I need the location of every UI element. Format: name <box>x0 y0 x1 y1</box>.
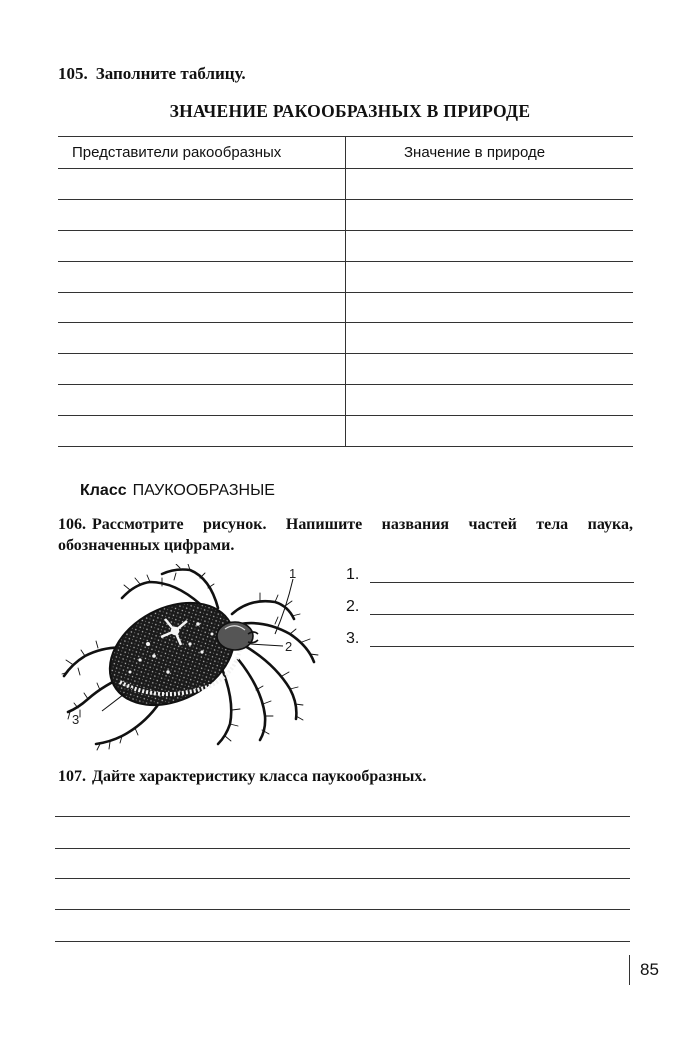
table-row[interactable] <box>58 199 633 200</box>
answer-field-2[interactable] <box>346 598 634 630</box>
answer-number: 2. <box>346 598 360 615</box>
task-106-text <box>58 514 633 556</box>
task-number: 106. <box>58 516 86 533</box>
spider-illustration <box>50 564 334 751</box>
figure-label-2: 2 <box>285 639 293 654</box>
task-number: 107. <box>58 768 86 785</box>
answer-field-3[interactable] <box>346 630 634 662</box>
writing-line[interactable] <box>55 878 630 879</box>
answer-blank[interactable] <box>370 614 634 615</box>
table-row[interactable] <box>58 230 633 231</box>
table-row[interactable] <box>58 353 633 354</box>
writing-line[interactable] <box>55 848 630 849</box>
answer-number: 1. <box>346 566 360 583</box>
table-row[interactable] <box>58 384 633 385</box>
answer-blank[interactable] <box>370 582 634 583</box>
task-107-text <box>58 768 426 786</box>
table-row[interactable] <box>58 446 633 447</box>
section-title <box>80 482 275 500</box>
table-header-divider <box>58 168 633 169</box>
section-prefix: Класс <box>80 482 127 499</box>
table-title: ЗНАЧЕНИЕ РАКООБРАЗНЫХ В ПРИРОДЕ <box>169 101 531 121</box>
table-row[interactable] <box>58 415 633 416</box>
answer-blank[interactable] <box>370 646 634 647</box>
page-number: 85 <box>629 955 669 985</box>
task-number: 105. <box>58 64 88 83</box>
task-instruction: Рассмотрите рисунок. Напишите названия частей тела паука, обозначенных цифрами. <box>58 516 633 554</box>
column-header-significance: Значение в природе <box>404 144 546 161</box>
answer-list <box>346 566 634 662</box>
task-105-title <box>58 64 246 84</box>
answer-number: 3. <box>346 630 360 647</box>
task-instruction: Дайте характеристику класса паукообразных. <box>92 768 427 785</box>
column-header-representatives: Представители ракообразных <box>72 144 282 161</box>
task-instruction: Заполните таблицу. <box>95 64 246 83</box>
figure-label-1: 1 <box>289 566 297 581</box>
writing-line[interactable] <box>55 909 630 910</box>
figure-label-3: 3 <box>72 712 80 727</box>
answer-field-1[interactable] <box>346 566 634 598</box>
section-name: ПАУКООБРАЗНЫЕ <box>132 482 275 499</box>
table-row[interactable] <box>58 261 633 262</box>
writing-line[interactable] <box>55 941 630 942</box>
writing-line[interactable] <box>55 816 630 817</box>
table-row[interactable] <box>58 292 633 293</box>
crustaceans-table <box>58 136 633 447</box>
table-row[interactable] <box>58 322 633 323</box>
